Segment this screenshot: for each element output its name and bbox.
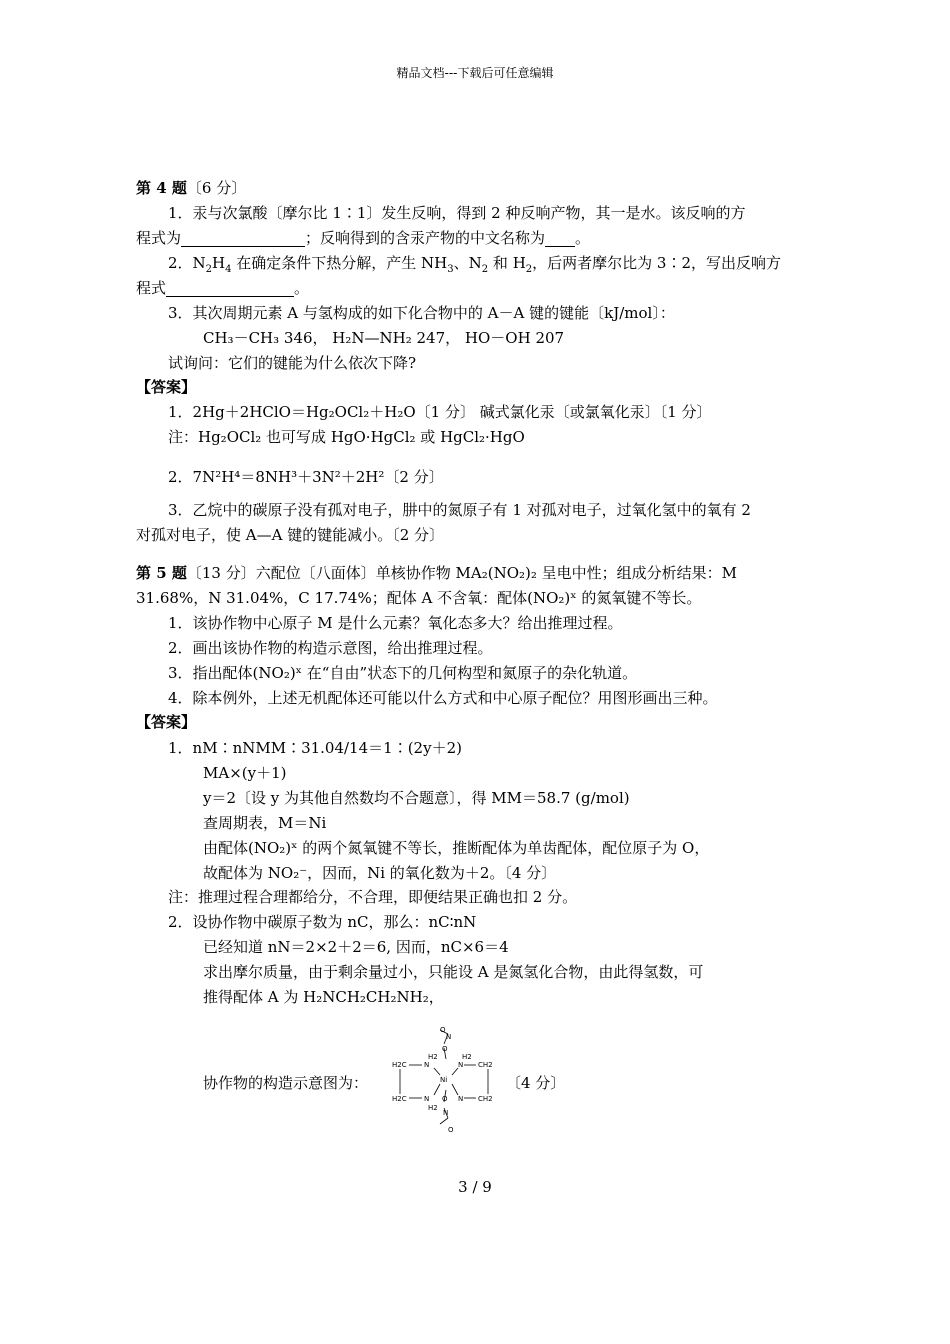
diagram-o-bottom-inner: O (442, 1095, 448, 1103)
q5-answer-1-line2: MA×(y＋1) (203, 764, 287, 782)
q4-answer-3-line1: 3．乙烷中的碳原子没有孤对电子，肼中的氮原子有 1 对孤对电子，过氧化氢中的氧有 2 (168, 501, 751, 519)
q4-blank-name (545, 230, 575, 247)
diagram-ni: Ni (440, 1076, 448, 1084)
q4-answer-1: 1．2Hg＋2HClO＝Hg₂OCl₂＋H₂O〔1 分〕 碱式氯化汞〔或氯氧化汞〕〔1 分〕 (168, 403, 712, 421)
q4-part2-t8: 。 (294, 279, 310, 297)
q5-answer-2-line2: 已经知道 nN＝2×2＋2＝6, 因而，nC×6＝4 (203, 938, 509, 956)
q4-heading (136, 178, 246, 198)
diagram-ch2-top-right: CH2 (478, 1061, 493, 1069)
q5-answer-1-line6: 故配体为 NO₂⁻，因而，Ni 的氧化数为＋2。〔4 分〕 (203, 864, 557, 882)
q4-score: 〔6 分〕 (186, 179, 247, 197)
q4-part2-s3: 3 (447, 264, 454, 275)
q4-part3-line1: 3．其次周期元素 A 与氢构成的如下化合物中的 A－A 键的键能〔kJ/mol〕： (168, 304, 675, 322)
q4-part2-t2: H (212, 254, 226, 272)
page-header: 精品文档---下载后可任意编辑 (396, 66, 554, 80)
q5-answer-1-line3: y＝2〔设 y 为其他自然数均不合题意〕，得 MM＝58.7 (g/mol) (203, 789, 630, 807)
diagram-o-top-outer: O (440, 1026, 446, 1034)
diagram-h2c-top-left: H2C (392, 1061, 407, 1069)
diagram-h2-top-left: H2 (428, 1053, 438, 1061)
diagram-o-bottom-outer: O (448, 1126, 454, 1134)
q4-part2-t6: ，后两者摩尔比为 3∶2，写出反响方 (532, 254, 782, 272)
diagram-n-top-right: N (458, 1061, 464, 1069)
q4-blank-equation-2 (166, 280, 294, 297)
q4-part1-text-b: ；反响得到的含汞产物的中文名称为 (305, 229, 546, 247)
complex-structure-diagram (388, 1022, 508, 1142)
q4-blank-equation (181, 230, 305, 247)
q5-answer-1-line4: 查周期表，M＝Ni (203, 814, 327, 832)
q4-part2-s2: 4 (225, 264, 232, 275)
diagram-n-bottom-left: N (424, 1095, 430, 1103)
q5-answer-2-line4: 推得配体 A 为 H₂NCH₂CH₂NH₂， (203, 988, 444, 1006)
q4-part1-line1: 1．汞与次氯酸〔摩尔比 1∶1〕发生反响，得到 2 种反响产物，其一是水。该反响的方 (168, 204, 746, 222)
q4-part2-t3: 在确定条件下热分解，产生 NH (231, 254, 448, 272)
diagram-n-bottom: N (443, 1109, 449, 1117)
q5-question-2: 2．画出该协作物的构造示意图，给出推理过程。 (168, 639, 493, 657)
q4-part2-line2 (136, 278, 309, 298)
q5-answer-1-note: 注：推理过程合理都给分，不合理，即便结果正确也扣 2 分。 (168, 888, 578, 906)
q4-answer-1-note: 注：Hg₂OCl₂ 也可写成 HgO·HgCl₂ 或 HgCl₂·HgO (168, 428, 525, 446)
q4-part2-line1 (168, 253, 781, 273)
q5-question-3: 3．指出配体(NO₂)ˣ 在“自由”状态下的几何构型和氮原子的杂化轨道。 (168, 664, 638, 682)
diagram-h2c-bottom-left: H2C (392, 1095, 407, 1103)
diagram-n-top-left: N (424, 1061, 430, 1069)
q4-part2-s1: 2 (205, 264, 213, 275)
page-number: 3 / 9 (458, 1178, 492, 1196)
q4-part2-t5: 和 H (488, 254, 526, 272)
q4-part2-s5: 2 (525, 264, 533, 275)
diagram-h2-top-right: H2 (462, 1053, 472, 1061)
q4-part3-question: 试询问：它们的键能为什么依次下降? (168, 354, 417, 372)
q5-question-1: 1．该协作物中心原子 M 是什么元素？氧化态多大？给出推理过程。 (168, 614, 623, 632)
q4-answer-3-line2: 对孤对电子，使 A—A 键的键能减小。〔2 分〕 (136, 526, 445, 544)
q5-intro-line1 (136, 563, 737, 583)
q5-answer-heading: 【答案】 (136, 713, 197, 731)
diagram-h2-bottom-left: H2 (428, 1104, 438, 1112)
q4-part2-t1: 2．N (168, 254, 206, 272)
q4-part3-values: CH₃－CH₃ 346， H₂N—NH₂ 247， HO－OH 207 (203, 329, 565, 347)
q5-answer-2-score: 〔4 分〕 (506, 1074, 566, 1092)
q4-part2-t7: 程式 (136, 279, 167, 297)
q5-answer-2-line1: 2．设协作物中碳原子数为 nC，那么：nC∶nN (168, 913, 477, 931)
diagram-ch2-bottom-right: CH2 (478, 1095, 493, 1103)
q5-intro-line2: 31.68%，N 31.04%，C 17.74%；配体 A 不含氧：配体(NO₂)ˣ 的氮氧键不等长。 (136, 589, 702, 607)
q4-title: 第 4 题 (136, 179, 187, 197)
q5-answer-1-line1: 1．nM∶nNMM∶31.04/14＝1∶(2y＋2) (168, 739, 462, 757)
q5-title: 第 5 题 (136, 564, 187, 582)
q4-answer-2: 2．7N²H⁴＝8NH³＋3N²＋2H²〔2 分〕 (168, 468, 444, 486)
diagram-n-bottom-right: N (458, 1095, 464, 1103)
q5-answer-1-line5: 由配体(NO₂)ˣ 的两个氮氧键不等长，推断配体为单齿配体，配位原子为 O， (203, 839, 710, 857)
q4-part1-text-a: 程式为 (136, 229, 182, 247)
q4-part1-line2 (136, 228, 590, 248)
q5-question-4: 4．除本例外，上述无机配体还可能以什么方式和中心原子配位？用图形画出三种。 (168, 689, 718, 707)
q4-answer-heading: 【答案】 (136, 378, 197, 396)
q4-part2-s4: 2 (481, 264, 489, 275)
diagram-o-top-inner: O (442, 1045, 448, 1053)
q4-part2-t4: 、N (453, 254, 482, 272)
q5-answer-2-line5: 协作物的构造示意图为： (203, 1074, 369, 1092)
q4-part1-text-c: 。 (575, 229, 591, 247)
diagram-n-top: N (446, 1033, 452, 1041)
q5-answer-2-line3: 求出摩尔质量，由于剩余量过小，只能设 A 是氮氢化合物，由此得氢数，可 (203, 963, 704, 981)
q5-intro-text: 〔13 分〕六配位〔八面体〕单核协作物 MA₂(NO₂)₂ 呈电中性；组成分析结果：M (186, 564, 738, 582)
